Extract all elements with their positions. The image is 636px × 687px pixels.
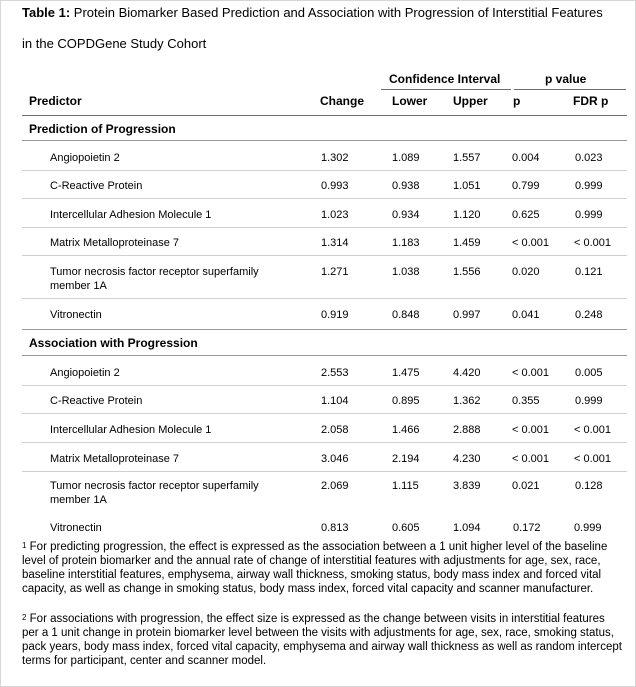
- fdr-value: 0.999: [575, 180, 603, 192]
- footnote-mark: 1: [22, 541, 27, 550]
- predictor-name: C-Reactive Protein: [50, 395, 143, 407]
- section-rule: [22, 355, 627, 356]
- table-label: Table 1:: [22, 5, 71, 20]
- row-rule: [22, 471, 627, 472]
- table-title-text: Protein Biomarker Based Prediction and Association with Progression of Interstitial Features: [70, 5, 603, 20]
- fdr-value: 0.121: [575, 266, 603, 278]
- change-value: 0.993: [321, 180, 349, 192]
- footnote-1: [22, 540, 622, 596]
- lower-value: 0.938: [392, 180, 420, 192]
- change-value: 1.023: [321, 209, 349, 221]
- upper-value: 1.051: [453, 180, 481, 192]
- predictor-name: Tumor necrosis factor receptor superfamily member 1A: [50, 266, 259, 292]
- fdr-value: < 0.001: [574, 424, 612, 436]
- footnote-text: For associations with progression, the effect size is expressed as the change between visits in interstitial features per a 1 unit change in protein biomarker level between the visits with adjustments for age, sex, race, smoking status, pack years, body mass index, forced vital capacity, emphysema and airway wall thickness as well as random intercept terms for participant, center and scanner model.: [22, 613, 622, 667]
- upper-value: 1.557: [453, 152, 481, 164]
- lower-value: 1.115: [392, 480, 419, 492]
- p-value: 0.041: [512, 309, 540, 321]
- change-value: 1.302: [321, 152, 349, 164]
- footnote-text: For predicting progression, the effect is expressed as the association between a 1 unit higher level of the baseline level of protein biomarker and the annual rate of change of interstitial features with adjustments for age, sex, race, baseline interstitial features, emphysema, airway wall thickness, smoking status, body mass index and forced vital capacity, as well as change in smoking status, body mass index, forced vital capacity and scanner manufacturer.: [22, 541, 608, 595]
- fdr-value: 0.999: [574, 522, 602, 534]
- change-value: 0.813: [321, 522, 349, 534]
- row-rule: [22, 198, 627, 199]
- lower-value: 1.089: [392, 152, 420, 164]
- header-p: p: [513, 94, 521, 108]
- lower-value: 0.934: [392, 209, 420, 221]
- lower-value: 2.194: [392, 453, 420, 465]
- table-caption-line2: in the COPDGene Study Cohort: [22, 36, 207, 51]
- predictor-name: Angiopoietin 2: [50, 367, 120, 379]
- change-value: 1.104: [321, 395, 349, 407]
- p-value: < 0.001: [512, 237, 550, 249]
- fdr-value: 0.128: [575, 480, 603, 492]
- fdr-value: < 0.001: [574, 453, 612, 465]
- row-rule: [22, 255, 627, 256]
- upper-value: 0.997: [453, 309, 481, 321]
- lower-value: 1.183: [392, 237, 420, 249]
- upper-value: 1.120: [453, 209, 481, 221]
- fdr-value: < 0.001: [574, 237, 612, 249]
- section-rule: [22, 329, 627, 330]
- section-rule: [22, 140, 627, 141]
- section-prediction-label: Prediction of Progression: [29, 122, 176, 136]
- predictor-name: Vitronectin: [50, 309, 102, 321]
- lower-value: 1.475: [392, 367, 420, 379]
- lower-value: 0.848: [392, 309, 420, 321]
- p-value: < 0.001: [512, 424, 550, 436]
- change-value: 3.046: [321, 453, 349, 465]
- p-value: 0.355: [512, 395, 540, 407]
- upper-value: 1.094: [453, 522, 481, 534]
- upper-value: 1.556: [453, 266, 481, 278]
- fdr-value: 0.005: [575, 367, 603, 379]
- change-value: 0.919: [321, 309, 349, 321]
- footnote-2: [22, 612, 622, 668]
- fdr-value: 0.999: [575, 395, 603, 407]
- upper-value: 1.459: [453, 237, 481, 249]
- p-value: 0.020: [512, 266, 540, 278]
- header-p-value: p value: [545, 72, 587, 86]
- predictor-name: Intercellular Adhesion Molecule 1: [50, 209, 212, 221]
- row-rule: [22, 227, 627, 228]
- upper-value: 3.839: [453, 480, 481, 492]
- row-rule: [22, 298, 627, 299]
- change-value: 1.314: [321, 237, 349, 249]
- header-confidence-interval: Confidence Interval: [389, 72, 501, 86]
- header-upper: Upper: [453, 94, 488, 108]
- lower-value: 1.466: [392, 424, 420, 436]
- upper-value: 2.888: [453, 424, 481, 436]
- header-fdr-p: FDR p: [573, 94, 609, 108]
- header-predictor: Predictor: [29, 94, 82, 108]
- predictor-name: Tumor necrosis factor receptor superfamily member 1A: [50, 480, 259, 506]
- lower-value: 1.038: [392, 266, 420, 278]
- header-lower: Lower: [392, 94, 428, 108]
- row-rule: [22, 385, 627, 386]
- p-value: < 0.001: [512, 367, 550, 379]
- predictor-name: Vitronectin: [50, 522, 102, 534]
- change-value: 2.058: [321, 424, 349, 436]
- change-value: 2.553: [321, 367, 349, 379]
- p-value: 0.625: [512, 209, 540, 221]
- change-value: 2.069: [321, 480, 349, 492]
- row-rule: [22, 442, 627, 443]
- lower-value: 0.605: [392, 522, 420, 534]
- table-caption-line1: [22, 5, 603, 21]
- predictor-name: Matrix Metalloproteinase 7: [50, 453, 180, 465]
- upper-value: 4.230: [453, 453, 481, 465]
- ci-underline: [381, 89, 511, 90]
- predictor-name: Intercellular Adhesion Molecule 1: [50, 424, 212, 436]
- change-value: 1.271: [321, 266, 349, 278]
- upper-value: 4.420: [453, 367, 481, 379]
- row-rule: [22, 413, 627, 414]
- section-association-label: Association with Progression: [29, 336, 198, 350]
- fdr-value: 0.023: [575, 152, 603, 164]
- fdr-value: 0.248: [575, 309, 603, 321]
- predictor-name: Angiopoietin 2: [50, 152, 120, 164]
- p-value: < 0.001: [512, 453, 550, 465]
- p-value: 0.004: [512, 152, 540, 164]
- header-change: Change: [320, 94, 365, 108]
- upper-value: 1.362: [453, 395, 481, 407]
- p-value-underline: [514, 89, 626, 90]
- row-rule: [22, 170, 627, 171]
- predictor-name: Matrix Metalloproteinase 7: [50, 237, 180, 249]
- header-rule: [22, 115, 627, 116]
- p-value: 0.799: [512, 180, 540, 192]
- p-value: 0.172: [513, 522, 541, 534]
- lower-value: 0.895: [392, 395, 420, 407]
- p-value: 0.021: [512, 480, 540, 492]
- fdr-value: 0.999: [575, 209, 603, 221]
- predictor-name: C-Reactive Protein: [50, 180, 143, 192]
- footnote-mark: 2: [22, 613, 27, 622]
